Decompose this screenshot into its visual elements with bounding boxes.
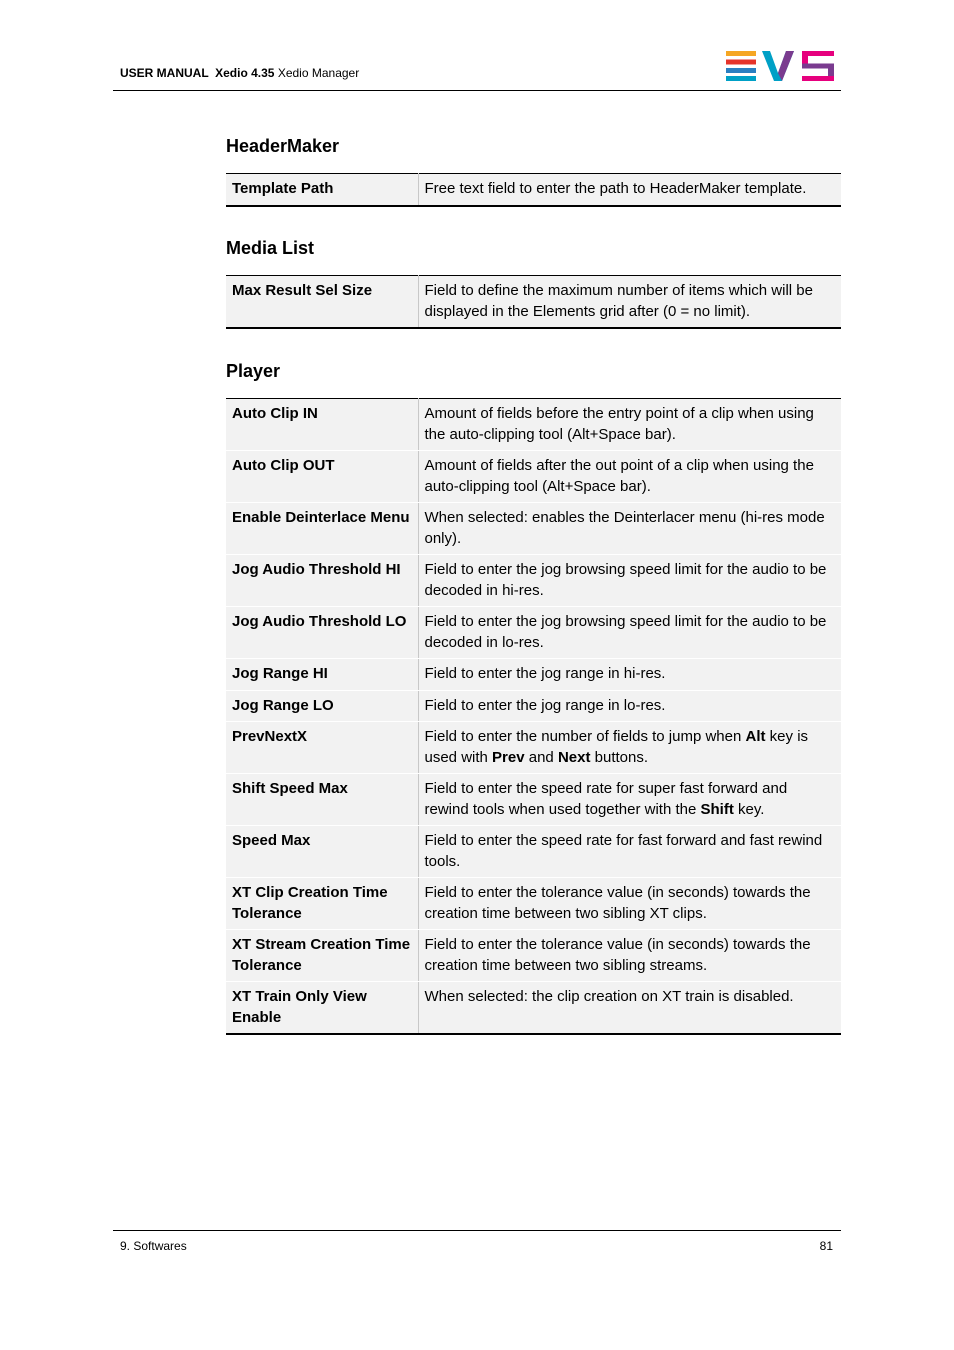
value-text: buttons.	[590, 748, 649, 766]
row-value: Field to enter the jog browsing speed limit for the audio to be decoded in hi-res.	[418, 555, 841, 607]
key-alt: Alt	[745, 728, 766, 745]
row-key: Shift Speed Max	[226, 774, 418, 826]
header-title-bold: USER MANUAL Xedio 4.35	[120, 66, 275, 80]
row-key: Jog Range HI	[226, 659, 418, 691]
table-row	[226, 690, 841, 722]
table-row	[226, 607, 841, 659]
section-title-player: Player	[226, 361, 281, 381]
row-value: Amount of fields after the out point of a clip when using the auto-clipping tool (Alt+Space bar).	[418, 451, 841, 503]
table-row	[226, 555, 841, 607]
table-row	[226, 399, 841, 451]
row-value: Free text field to enter the path to HeaderMaker template.	[418, 174, 841, 206]
row-key: Template Path	[226, 174, 418, 206]
button-prev: Prev	[492, 748, 525, 766]
evs-logo	[726, 51, 834, 81]
header-title-rest: Xedio Manager	[277, 66, 360, 80]
row-key: XT Train Only View Enable	[226, 982, 418, 1035]
button-next: Next	[557, 748, 591, 766]
value-text: Field to enter the speed rate for super fast forward and rewind tools when used together with the	[424, 780, 788, 818]
key-shift: Shift	[700, 800, 734, 818]
row-key: Jog Audio Threshold HI	[226, 555, 418, 607]
table-row	[226, 722, 841, 774]
footer-chapter: 9. Softwares	[120, 1239, 187, 1253]
row-value: Field to enter the jog range in lo-res.	[418, 690, 841, 722]
page-number: 81	[819, 1239, 833, 1253]
table-row	[226, 503, 841, 555]
row-key: Enable Deinterlace Menu	[226, 503, 418, 555]
player-table	[226, 398, 841, 1035]
row-value	[418, 722, 841, 774]
table-row	[226, 659, 841, 691]
row-key: Speed Max	[226, 826, 418, 878]
section-title-media-list: Media List	[226, 238, 315, 258]
table-row	[226, 276, 841, 329]
row-value: Field to define the maximum number of items which will be displayed in the Elements grid after (0 = no limit).	[418, 276, 841, 329]
row-value: Amount of fields before the entry point of a clip when using the auto-clipping tool (Alt+Space bar).	[418, 399, 841, 451]
table-row	[226, 878, 841, 930]
value-text: Field to enter the number of fields to jump when	[424, 728, 746, 745]
row-value	[418, 774, 841, 826]
table-row	[226, 982, 841, 1035]
row-key: Max Result Sel Size	[226, 276, 418, 329]
table-row	[226, 174, 841, 206]
row-value: Field to enter the jog range in hi-res.	[418, 659, 841, 691]
row-key: XT Clip Creation Time Tolerance	[226, 878, 418, 930]
row-value: Field to enter the jog browsing speed limit for the audio to be decoded in lo-res.	[418, 607, 841, 659]
row-key: Auto Clip IN	[226, 399, 418, 451]
row-key: PrevNextX	[226, 722, 418, 774]
value-text: key is used with	[424, 728, 809, 766]
row-value: When selected: the clip creation on XT train is disabled.	[418, 982, 841, 1035]
row-key: Auto Clip OUT	[226, 451, 418, 503]
row-key: Jog Audio Threshold LO	[226, 607, 418, 659]
row-key: Jog Range LO	[226, 690, 418, 722]
row-value: Field to enter the speed rate for fast forward and fast rewind tools.	[418, 826, 841, 878]
value-text: and	[524, 748, 558, 766]
section-title-headermaker: HeaderMaker	[226, 136, 340, 156]
media-list-table	[226, 275, 841, 329]
headermaker-table	[226, 173, 841, 207]
table-row	[226, 826, 841, 878]
page-header	[113, 50, 841, 91]
row-value: When selected: enables the Deinterlacer menu (hi-res mode only).	[418, 503, 841, 555]
table-row	[226, 451, 841, 503]
value-text: key.	[733, 800, 765, 818]
header-title	[120, 66, 359, 80]
table-row	[226, 930, 841, 982]
table-row	[226, 774, 841, 826]
row-key: XT Stream Creation Time Tolerance	[226, 930, 418, 982]
page-footer	[113, 1230, 841, 1260]
row-value: Field to enter the tolerance value (in seconds) towards the creation time between two sibling XT clips.	[418, 878, 841, 930]
row-value: Field to enter the tolerance value (in seconds) towards the creation time between two sibling streams.	[418, 930, 841, 982]
